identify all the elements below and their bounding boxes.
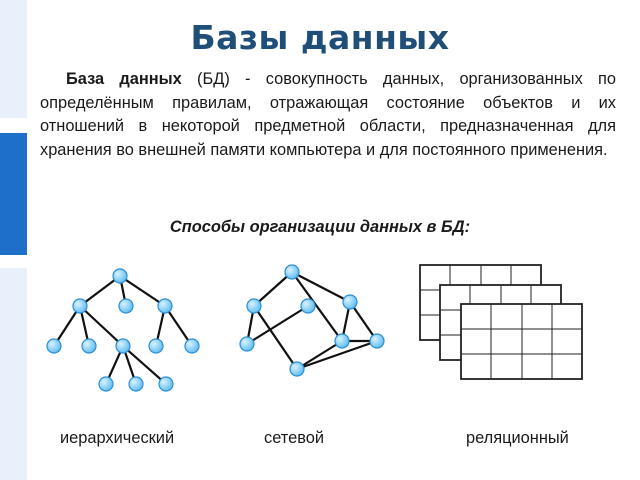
caption-relational: реляционный bbox=[466, 429, 569, 447]
tree-graph-icon bbox=[47, 269, 199, 391]
network-graph-icon bbox=[240, 265, 384, 376]
section-subtitle: Способы организации данных в БД: bbox=[169, 218, 471, 236]
stacked-tables-icon bbox=[420, 265, 582, 379]
definition-term: База данных bbox=[66, 70, 182, 88]
caption-network: сетевой bbox=[264, 429, 324, 447]
tree-edges bbox=[54, 276, 192, 384]
table-front bbox=[461, 304, 582, 379]
network-edges bbox=[247, 272, 377, 369]
definition-text: (БД) - совокупность данных, организованных по определённым правилам, отражающая состояние объектов и их отношений в некоторой предметной области, предназначенная для хранения во внешней памяти компьютера и для постоянного применения. bbox=[40, 70, 616, 159]
caption-hierarchical: иерархический bbox=[60, 429, 175, 447]
page-title: Базы данных bbox=[190, 18, 450, 57]
